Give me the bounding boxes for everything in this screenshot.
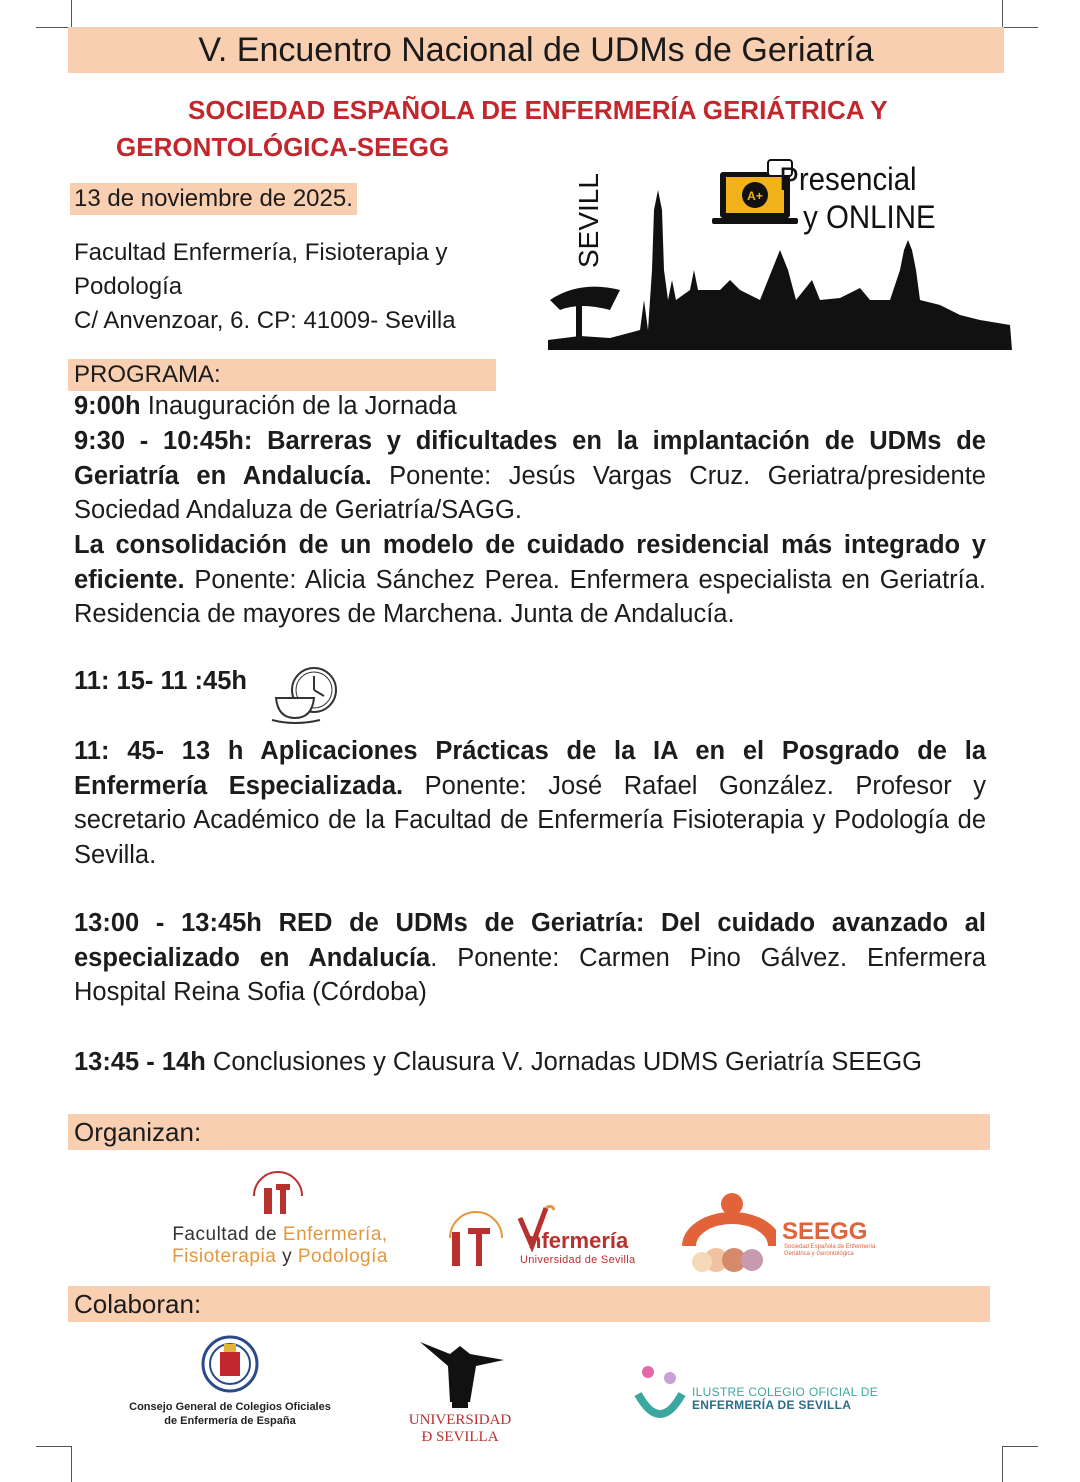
program-item-3 — [74, 664, 986, 699]
program-item-5-title: RED de UDMs de Geriatría: Del cuidado avanzado al especializado en Andalucía — [74, 909, 986, 972]
enfermeria-subtitle: Universidad de Sevilla — [520, 1254, 636, 1266]
venue-line-2: Podología — [74, 273, 183, 300]
program-item-5-text: . Ponente: Carmen Pino Gálvez. Enfermera Hospital Reina Sofia (Córdoba) — [74, 943, 986, 1006]
crop-mark-top-right — [1002, 0, 1038, 28]
colegio-line-1: ILUSTRE COLEGIO OFICIAL DE — [692, 1385, 879, 1399]
cge-crest-icon — [198, 1334, 262, 1394]
faculty-name — [150, 1224, 410, 1268]
colegio-mark-icon — [630, 1364, 690, 1428]
program-item-0-text: Inauguración de la Jornada — [140, 392, 457, 420]
crop-mark-bottom-right — [1002, 1446, 1038, 1482]
venue-line-1: Facultad Enfermería, Fisioterapia y — [74, 239, 448, 266]
consejo-general-logo — [110, 1334, 350, 1434]
program-item-6-text: Conclusiones y Clausura V. Jornadas UDMS Geriatría SEEGG — [205, 1048, 923, 1076]
us-name — [400, 1412, 520, 1446]
laptop-screen-text: A+ — [747, 189, 763, 203]
program-heading: PROGRAMA: — [68, 359, 496, 391]
program-item-4-time: 11: 45- 13 h — [74, 737, 244, 765]
faculty-word-enfermeria: Enfermería, — [282, 1224, 388, 1245]
program-item-4-text: Ponente: José Rafael González. Profesor y secretario Académico de la Facultad de Enfermería Fisioterapia y Podología de Sevilla. — [74, 771, 987, 869]
program-item-2-title: La consolidación de un modelo de cuidado residencial más integrado y eficiente. — [74, 531, 986, 594]
us-seal-icon — [246, 1166, 310, 1222]
faculty-word-fisioterapia: Fisioterapia — [172, 1246, 283, 1267]
program-item-2 — [74, 528, 986, 632]
seegg-mark-icon — [676, 1190, 776, 1282]
program-item-3-time: 11: 15- 11 :45h — [74, 667, 247, 695]
faculty-logo — [150, 1166, 410, 1278]
program-item-1 — [74, 424, 986, 528]
mode-presencial: Presencial — [779, 160, 917, 198]
program-item-6 — [74, 1045, 986, 1080]
society-line-1: SOCIEDAD ESPAÑOLA DE ENFERMERÍA GERIÁTRICA Y — [188, 95, 888, 125]
program-item-0-time: 9:00h — [74, 392, 141, 420]
sevilla-skyline-image — [540, 150, 1020, 360]
mode-online: y ONLINE — [803, 198, 936, 236]
enfermeria-word: nfermería — [528, 1228, 629, 1253]
faculty-word-y: y — [282, 1246, 298, 1267]
collaborators-heading: Colaboran: — [68, 1286, 990, 1322]
cge-name — [110, 1400, 350, 1428]
program-item-1-text: Ponente: Jesús Vargas Cruz. Geriatra/presidente Sociedad Andaluza de Geriatría/SAGG. — [74, 461, 986, 524]
faculty-word-podologia: Podología — [297, 1246, 388, 1267]
us-seal-icon — [444, 1198, 508, 1274]
event-title: V. Encuentro Nacional de UDMs de Geriatría — [68, 27, 1004, 73]
organizers-heading: Organizan: — [68, 1114, 990, 1150]
city-label: SEVILL — [573, 173, 604, 268]
us-line-1: UNIVERSIDAD — [408, 1412, 512, 1428]
seegg-logo — [676, 1190, 896, 1282]
society-line-2: GERONTOLÓGICA-SEEGG — [116, 132, 450, 162]
colegio-name — [692, 1386, 892, 1412]
seegg-subtitle: Sociedad Española de Enfermería Geriátrica y Gerontológica — [784, 1244, 876, 1257]
faculty-word-facultad: Facultad — [172, 1224, 255, 1245]
program-item-5-time: 13:00 - 13:45h — [74, 909, 262, 937]
program-item-5 — [74, 906, 986, 1010]
colegio-line-2: ENFERMERÍA DE SEVILLA — [692, 1398, 852, 1412]
faculty-word-de: de — [254, 1224, 283, 1245]
universidad-sevilla-logo — [400, 1332, 520, 1448]
crop-mark-top-left — [36, 0, 72, 28]
us-line-2: Ð SEVILLA — [421, 1429, 499, 1445]
event-venue — [74, 236, 514, 338]
seegg-word: SEEGG — [782, 1218, 868, 1245]
program-item-4-title: Aplicaciones Prácticas de la IA en el Posgrado de la Enfermería Especializada. — [74, 737, 987, 800]
program-item-6-time: 13:45 - 14h — [74, 1048, 206, 1076]
enfermeria-us-logo — [444, 1198, 654, 1274]
program-item-0 — [74, 389, 986, 424]
cge-line-1: Consejo General de Colegios Oficiales — [129, 1401, 331, 1413]
coffee-break-icon — [268, 662, 344, 726]
program-item-2-text: Ponente: Alicia Sánchez Perea. Enfermera especialista en Geriatría. Residencia de mayores de Marchena. Junta de Andalucía. — [74, 565, 986, 628]
event-date: 13 de noviembre de 2025. — [70, 183, 357, 215]
crop-mark-bottom-left — [36, 1446, 72, 1482]
venue-address: C/ Anvenzoar, 6. CP: 41009- Sevilla — [74, 307, 456, 334]
program-item-1-title: Barreras y dificultades en la implantación de UDMs de Geriatría en Andalucía. — [74, 427, 986, 490]
program-item-4 — [74, 734, 986, 872]
colegio-enfermeria-sevilla-logo — [630, 1364, 890, 1428]
program-item-1-time: 9:30 - 10:45h: — [74, 427, 253, 455]
cge-line-2: de Enfermería de España — [164, 1415, 296, 1427]
us-angel-icon — [400, 1332, 520, 1412]
